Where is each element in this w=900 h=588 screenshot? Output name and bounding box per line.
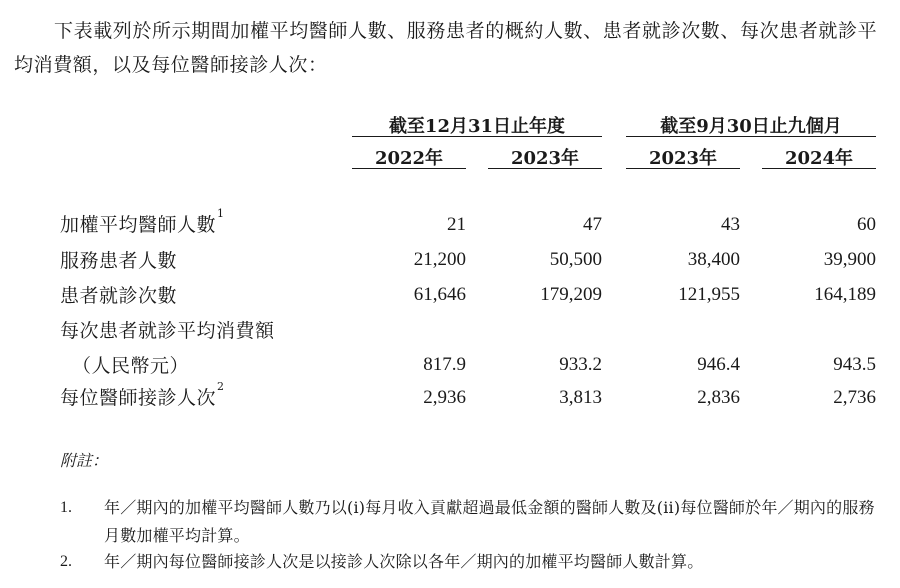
row-label-visits-per-doctor xyxy=(60,380,225,410)
footnote-marker: 1 xyxy=(217,207,225,220)
group-header-nine-months: 截至9月30日止九個月 xyxy=(660,116,842,137)
table-cell: 21 xyxy=(447,214,466,235)
year-header-2023-9m: 2023年 xyxy=(648,148,718,169)
group-rule-nine-months xyxy=(626,136,876,137)
note-number: 1. xyxy=(60,499,72,516)
year-header-2023-fy: 2023年 xyxy=(510,148,580,169)
table-cell: 3,813 xyxy=(559,387,602,408)
row-label-weighted-doctors xyxy=(60,207,225,237)
year-rule-2023-9m xyxy=(626,168,740,169)
table-cell: 2,736 xyxy=(833,387,876,408)
table-cell: 61,646 xyxy=(413,284,466,305)
group-header-full-year: 截至12月31日止年度 xyxy=(388,116,566,137)
note-number: 2. xyxy=(60,553,72,570)
table-cell: 43 xyxy=(721,214,740,235)
group-rule-full-year xyxy=(352,136,602,137)
year-rule-2022 xyxy=(352,168,466,169)
year-header-2022: 2022年 xyxy=(374,148,444,169)
note-text: 年／期內每位醫師接診人次是以接診人次除以各年／期內的加權平均醫師人數計算。 xyxy=(104,552,704,571)
table-cell: 50,500 xyxy=(549,249,602,270)
table-cell: 946.4 xyxy=(697,354,740,375)
table-cell: 38,400 xyxy=(687,249,740,270)
table-cell: 933.2 xyxy=(559,354,602,375)
row-label-text: （人民幣元） xyxy=(72,355,190,377)
row-label-currency-unit xyxy=(72,351,189,378)
table-cell: 179,209 xyxy=(540,284,602,305)
table-cell: 2,936 xyxy=(423,387,466,408)
notes-title: 附註： xyxy=(60,451,109,470)
year-header-2024-9m: 2024年 xyxy=(784,148,854,169)
table-cell: 2,836 xyxy=(697,387,740,408)
table-cell: 943.5 xyxy=(833,354,876,375)
year-rule-2024-9m xyxy=(762,168,876,169)
table-cell: 60 xyxy=(857,214,876,235)
table-cell: 39,900 xyxy=(823,249,876,270)
table-cell: 47 xyxy=(583,214,602,235)
table-cell: 817.9 xyxy=(423,354,466,375)
row-label-patients-served xyxy=(60,246,177,273)
intro-paragraph: 下表載列於所示期間加權平均醫師人數、服務患者的概約人數、患者就診次數、每次患者就診平均消費額，以及每位醫師接診人次： xyxy=(14,20,878,76)
row-label-patient-visits xyxy=(60,281,177,308)
row-label-text: 加權平均醫師人數 xyxy=(60,214,217,236)
table-cell: 164,189 xyxy=(814,284,876,305)
table-cell: 21,200 xyxy=(413,249,466,270)
row-label-avg-spend xyxy=(60,316,275,343)
row-label-text: 患者就診次數 xyxy=(60,285,178,307)
note-text: 年／期內的加權平均醫師人數乃以(i)每月收入貢獻超過最低金額的醫師人數及(ii)每位醫師於年／期內的服務月數加權平均計算。 xyxy=(104,498,875,545)
table-cell: 121,955 xyxy=(678,284,740,305)
year-rule-2023-fy xyxy=(488,168,602,169)
footnote-marker: 2 xyxy=(217,380,225,393)
row-label-text: 每位醫師接診人次 xyxy=(60,387,217,409)
row-label-text: 服務患者人數 xyxy=(60,250,178,272)
row-label-text: 每次患者就診平均消費額 xyxy=(60,320,275,342)
